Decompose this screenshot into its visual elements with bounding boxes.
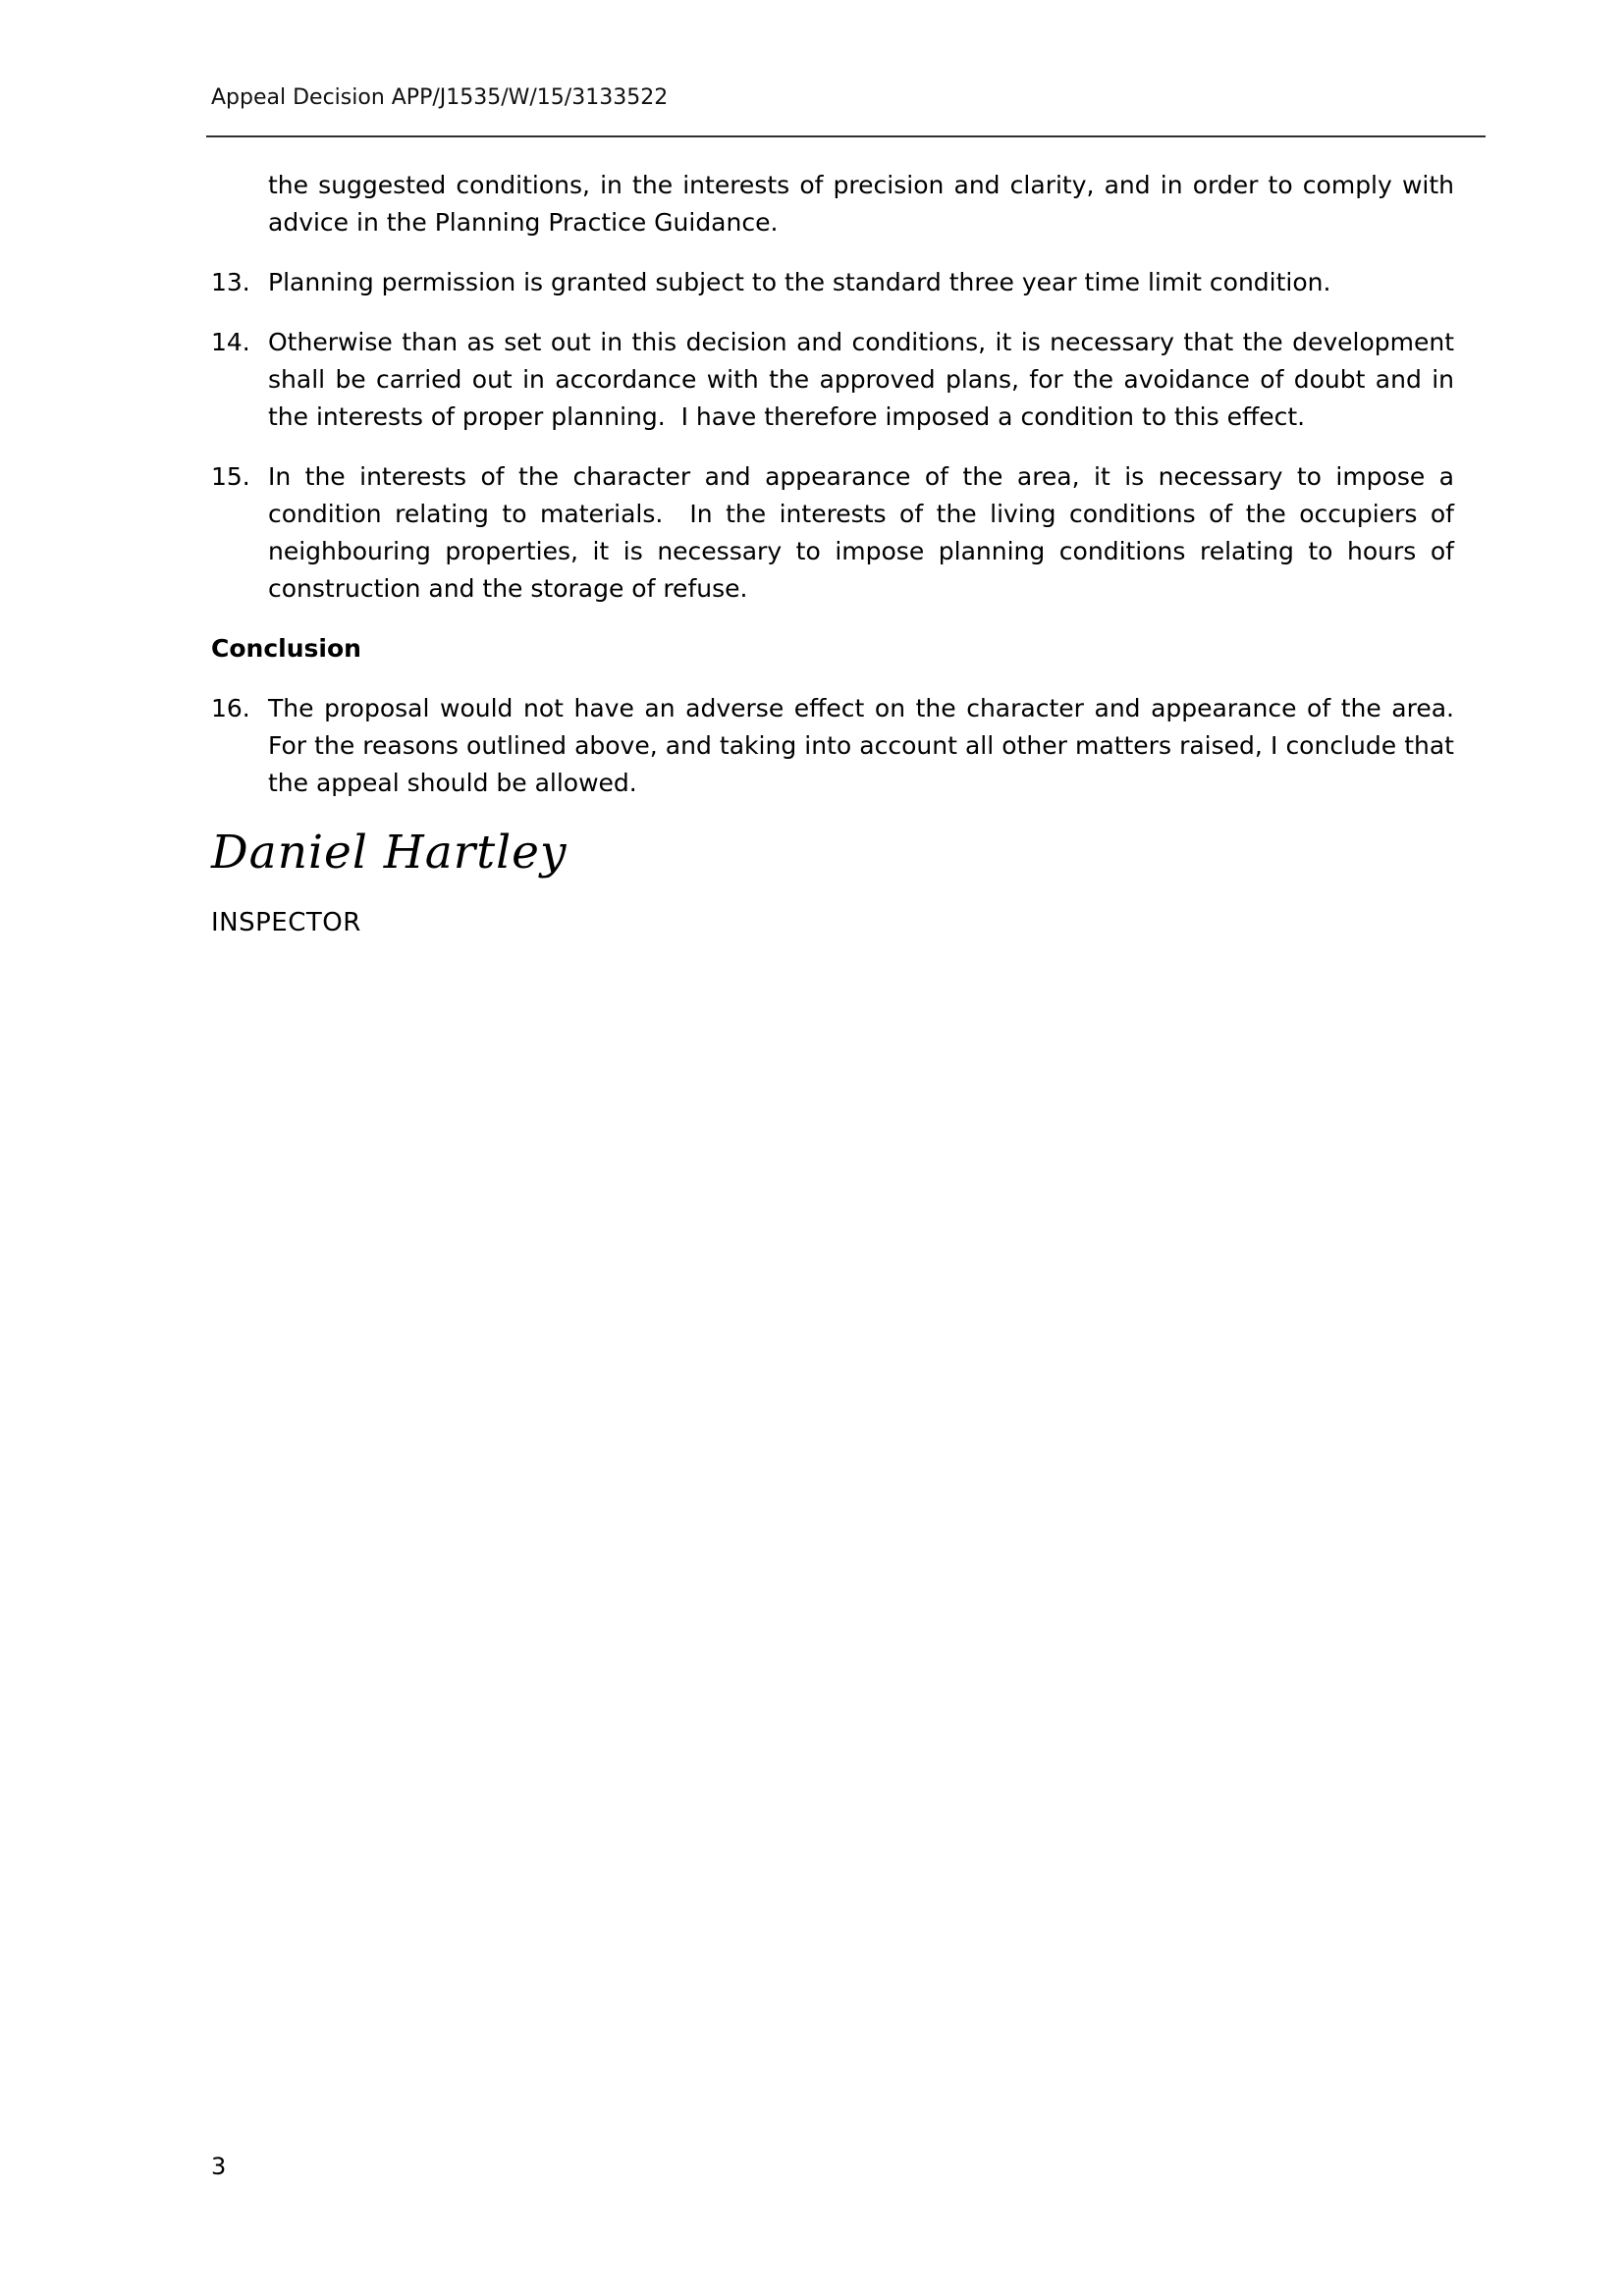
paragraph-12-continuation: the suggested conditions, in the interests of precision and clarity, and in order to comply with advice in the Planning Practice Guidance. [268,171,1462,237]
paragraph-16-number: 16. [211,694,250,722]
conclusion-heading: Conclusion [211,634,361,663]
document-header-title: Appeal Decision APP/J1535/W/15/3133522 [211,85,669,110]
paragraph-14-text: Otherwise than as set out in this decision and conditions, it is necessary that the development shall be carried out in accordance with the approved plans, for the avoidance of doubt and in the interests of proper planning. I have therefore imposed a condition to this effect. [268,328,1462,431]
paragraph-16-text: The proposal would not have an adverse effect on the character and appearance of the area. For the reasons outlined above, and taking into account all other matters raised, I conclude that the appeal should be allowed. [268,694,1470,797]
paragraph-13-number: 13. [211,268,250,296]
paragraph-16 [211,690,1470,802]
page-number: 3 [211,2153,227,2180]
document-body [211,167,1470,938]
paragraph-14 [211,324,1462,436]
paragraph-13-text: Planning permission is granted subject to the standard three year time limit condition. [268,268,1331,296]
inspector-role-label: INSPECTOR [211,908,361,937]
paragraph-15-number: 15. [211,462,250,491]
inspector-signature: Daniel Hartley [211,826,568,880]
paragraph-15 [211,458,1462,608]
paragraph-14-number: 14. [211,328,250,356]
paragraph-15-text: In the interests of the character and appearance of the area, it is necessary to impose a condition relating to materials. In the interests of the living conditions of the occupiers of neighbouring properties, it is necessary to impose planning conditions relating to hours of construction and the storage of refuse. [268,462,1462,603]
header-divider-rule [206,135,1486,137]
paragraph-13 [211,264,1454,301]
